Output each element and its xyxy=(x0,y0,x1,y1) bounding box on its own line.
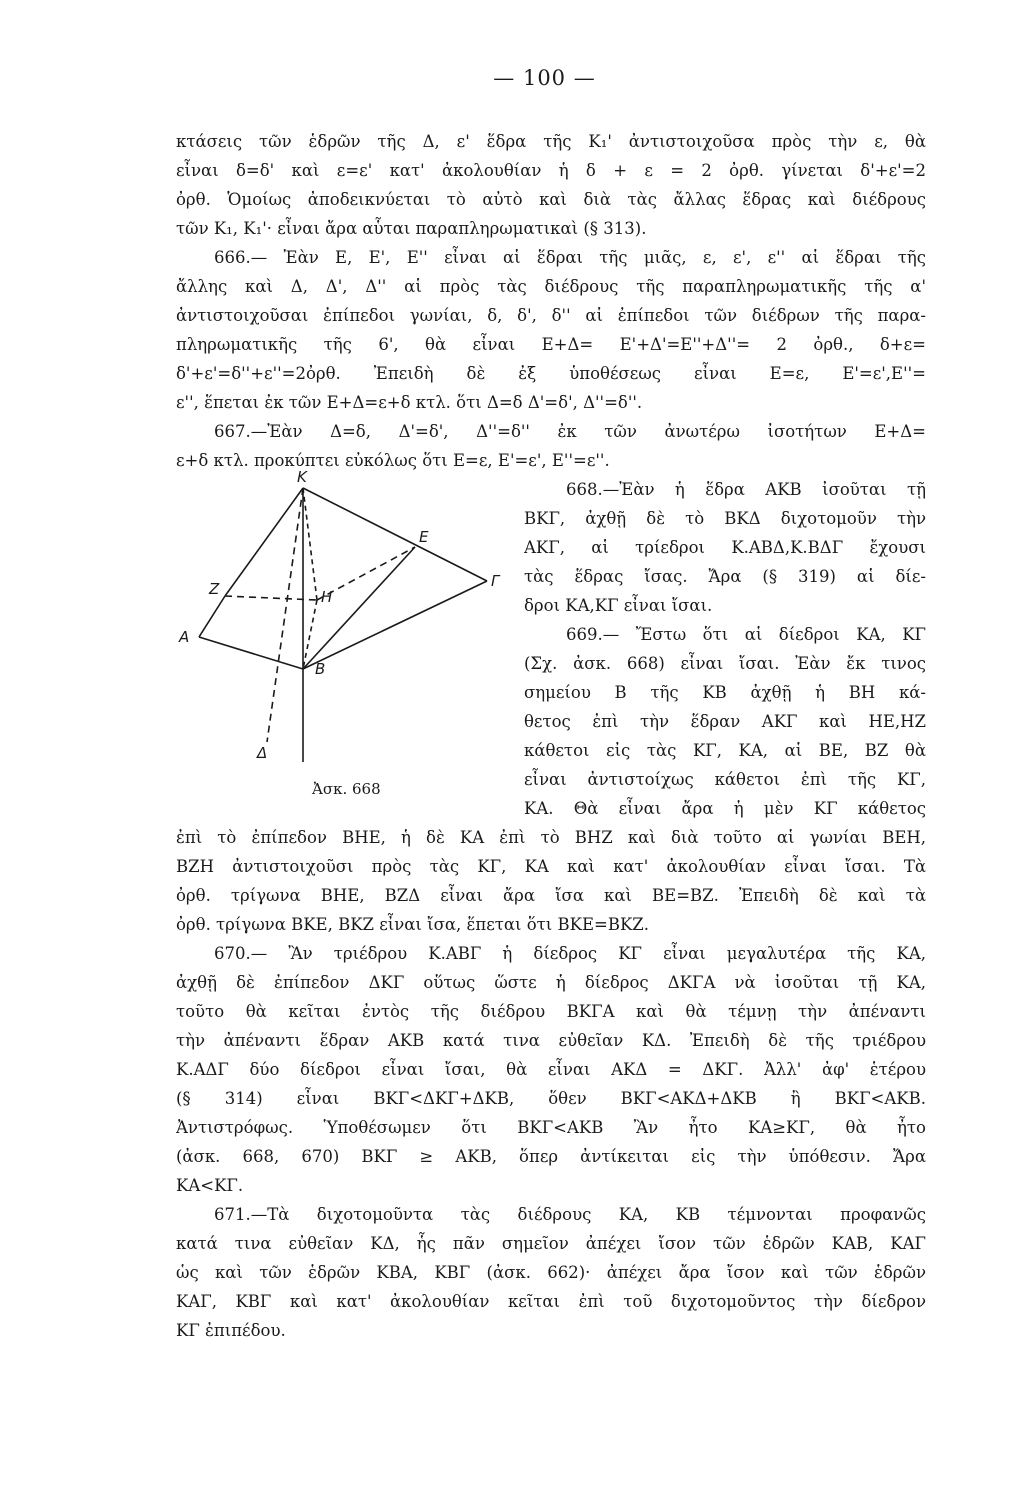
label-H: H xyxy=(321,588,333,606)
text-line: ἐπὶ τὸ ἐπίπεδον ΒΗΕ, ἡ δὲ ΚΑ ἐπὶ τὸ ΒΗΖ καὶ διὰ τοῦτο αἱ γωνίαι ΒΕΗ, xyxy=(176,828,926,847)
text-line: ἄλλης καὶ Δ, Δ', Δ'' αἱ πρὸς τὰς διέδρους τῆς παραπληρωματικῆς τῆς α' xyxy=(176,277,926,296)
label-E: E xyxy=(419,528,429,546)
text-line: ΚΑ<ΚΓ. xyxy=(176,1176,244,1195)
text-line: ΚΑ. Θὰ εἶναι ἄρα ἡ μὲν ΚΓ κάθετος xyxy=(524,799,926,818)
label-D: Δ xyxy=(257,744,268,762)
text-line: θετος ἐπὶ τὴν ἕδραν ΑΚΓ καὶ ΗΕ,ΗΖ xyxy=(524,712,926,731)
edge-H-K xyxy=(303,488,317,600)
edge-A-B xyxy=(199,637,303,669)
text-line: κάθετοι εἰς τὰς ΚΓ, ΚΑ, αἱ ΒΕ, ΒΖ θὰ xyxy=(524,741,926,760)
label-Z: Z xyxy=(209,580,220,598)
text-line: 669.— Ἔστω ὅτι αἱ δίεδροι ΚΑ, ΚΓ xyxy=(566,625,926,644)
text-line: πληρωματικῆς τῆς 6', θὰ εἶναι Ε+Δ= Ε'+Δ'=Ε''+Δ''= 2 ὀρθ., δ+ε= xyxy=(176,335,926,354)
text-line: τὰς ἕδρας ἴσας. Ἄρα (§ 319) αἱ δίε- xyxy=(524,567,926,586)
edge-K-G xyxy=(303,488,487,581)
text-line: 667.—Ἐὰν Δ=δ, Δ'=δ', Δ''=δ'' ἐκ τῶν ἀνωτέρω ἰσοτήτων Ε+Δ= xyxy=(214,422,926,441)
text-line: ὀρθ. τρίγωνα ΒΗΕ, ΒΖΔ εἶναι ἄρα ἴσα καὶ ΒΕ=ΒΖ. Ἐπειδὴ δὲ καὶ τὰ xyxy=(176,886,926,905)
geometry-figure xyxy=(175,462,515,812)
text-line: τὴν ἀπέναντι ἕδραν ΑΚΒ κατά τινα εὐθεῖαν ΚΔ. Ἐπειδὴ δὲ τῆς τριέδρου xyxy=(176,1031,926,1050)
text-line: ὡς καὶ τῶν ἑδρῶν ΚΒΑ, ΚΒΓ (ἀσκ. 662)· ἀπέχει ἄρα ἴσον καὶ τῶν ἑδρῶν xyxy=(176,1263,926,1282)
text-line: εἶναι ἀντιστοίχως κάθετοι ἐπὶ τῆς ΚΓ, xyxy=(524,770,926,789)
text-line: 666.— Ἐὰν Ε, Ε', Ε'' εἶναι αἱ ἕδραι τῆς μιᾶς, ε, ε', ε'' αἱ ἕδραι τῆς xyxy=(214,248,926,267)
edge-Z-A xyxy=(199,596,225,637)
text-line: τῶν Κ₁, Κ₁'· εἶναι ἄρα αὗται παραπληρωματικαὶ (§ 313). xyxy=(176,219,647,238)
text-line: ΑΚΓ, αἱ τρίεδροι Κ.ΑΒΔ,Κ.ΒΔΓ ἔχουσι xyxy=(524,538,926,557)
text-line: τοῦτο θὰ κεῖται ἐντὸς τῆς διέδρου ΒΚΓΑ καὶ θὰ τέμνῃ τὴν ἀπέναντι xyxy=(176,1002,926,1021)
text-line: ΒΚΓ, ἀχθῇ δὲ τὸ ΒΚΔ διχοτομοῦν τὴν xyxy=(524,509,926,528)
label-A: A xyxy=(179,628,190,646)
edge-K-Z xyxy=(225,488,303,596)
text-line: 668.—Ἐὰν ἡ ἕδρα ΑΚΒ ἰσοῦται τῇ xyxy=(566,480,926,499)
edge-B-E xyxy=(303,547,415,669)
text-line: κτάσεις τῶν ἑδρῶν τῆς Δ, ε' ἕδρα τῆς Κ₁' ἀντιστοιχοῦσα πρὸς τὴν ε, θὰ xyxy=(176,132,926,151)
figure-caption: Ἀσκ. 668 xyxy=(312,780,381,798)
text-line: ε'', ἕπεται ἐκ τῶν Ε+Δ=ε+δ κτλ. ὅτι Δ=δ Δ'=δ', Δ''=δ''. xyxy=(176,393,643,412)
label-G: Γ xyxy=(491,572,500,590)
text-line: ΒΖΗ ἀντιστοιχοῦσι πρὸς τὰς ΚΓ, ΚΑ καὶ κατ' ἀκολουθίαν εἶναι ἴσαι. Τὰ xyxy=(176,857,926,876)
text-line: δ'+ε'=δ''+ε''=2ὀρθ. Ἐπειδὴ δὲ ἐξ ὑποθέσεως εἶναι Ε=ε, Ε'=ε',Ε''= xyxy=(176,364,926,383)
text-line: (Σχ. ἀσκ. 668) εἶναι ἴσαι. Ἐὰν ἔκ τινος xyxy=(524,654,926,673)
text-line: ΚΑΓ, ΚΒΓ καὶ κατ' ἀκολουθίαν κεῖται ἐπὶ τοῦ διχοτομοῦντος τὴν δίεδρον xyxy=(176,1292,926,1311)
text-line: ε+δ κτλ. προκύπτει εὐκόλως ὅτι Ε=ε, Ε'=ε', Ε''=ε''. xyxy=(176,451,610,470)
text-line: κατά τινα εὐθεῖαν ΚΔ, ἧς πᾶν σημεῖον ἀπέχει ἴσον τῶν ἑδρῶν ΚΑΒ, ΚΑΓ xyxy=(176,1234,926,1253)
text-line: ὀρθ. Ὁμοίως ἀποδεικνύεται τὸ αὐτὸ καὶ διὰ τὰς ἄλλας ἕδρας καὶ διέδρους xyxy=(176,190,926,209)
page-number: — 100 — xyxy=(493,66,596,90)
text-line: δροι ΚΑ,ΚΓ εἶναι ἴσαι. xyxy=(524,596,713,615)
text-line: Ἀντιστρόφως. Ὑποθέσωμεν ὅτι ΒΚΓ<ΑΚΒ Ἂν ἦτο ΚΑ≥ΚΓ, θὰ ἦτο xyxy=(176,1118,926,1137)
text-line: 670.— Ἂν τριέδρου Κ.ΑΒΓ ἡ δίεδρος ΚΓ εἶναι μεγαλυτέρα τῆς ΚΑ, xyxy=(214,944,926,963)
text-line: Κ.ΑΔΓ δύο δίεδροι εἶναι ἴσαι, θὰ εἶναι ΑΚΔ = ΔΚΓ. Ἀλλ' ἀφ' ἑτέρου xyxy=(176,1060,926,1079)
text-line: (ἀσκ. 668, 670) ΒΚΓ ≥ ΑΚΒ, ὅπερ ἀντίκειται εἰς τὴν ὑπόθεσιν. Ἄρα xyxy=(176,1147,926,1166)
text-line: σημείου Β τῆς ΚΒ ἀχθῇ ἡ ΒΗ κά- xyxy=(524,683,926,702)
edge-H-B xyxy=(303,600,317,669)
text-line: ΚΓ ἐπιπέδου. xyxy=(176,1321,286,1340)
text-line: (§ 314) εἶναι ΒΚΓ<ΔΚΓ+ΔΚΒ, ὅθεν ΒΚΓ<ΑΚΔ+ΔΚΒ ἢ ΒΚΓ<ΑΚΒ. xyxy=(176,1089,926,1108)
text-line: ὀρθ. τρίγωνα ΒΚΕ, ΒΚΖ εἶναι ἴσα, ἕπεται ὅτι ΒΚΕ=ΒΚΖ. xyxy=(176,915,649,934)
text-line: ἀχθῇ δὲ ἐπίπεδον ΔΚΓ οὕτως ὥστε ἡ δίεδρος ΔΚΓΑ νὰ ἰσοῦται τῇ ΚΑ, xyxy=(176,973,926,992)
text-line: ἀντιστοιχοῦσαι ἐπίπεδοι γωνίαι, δ, δ', δ'' αἱ ἐπίπεδοι τῶν διέδρων τῆς παρα- xyxy=(176,306,926,325)
label-K: K xyxy=(297,468,307,486)
edge-K-D xyxy=(267,488,303,742)
label-B: B xyxy=(315,660,326,678)
text-line: 671.—Τὰ διχοτομοῦντα τὰς διέδρους ΚΑ, ΚΒ τέμνονται προφανῶς xyxy=(214,1205,926,1224)
text-line: εἶναι δ=δ' καὶ ε=ε' κατ' ἀκολουθίαν ἡ δ + ε = 2 ὀρθ. γίνεται δ'+ε'=2 xyxy=(176,161,926,180)
